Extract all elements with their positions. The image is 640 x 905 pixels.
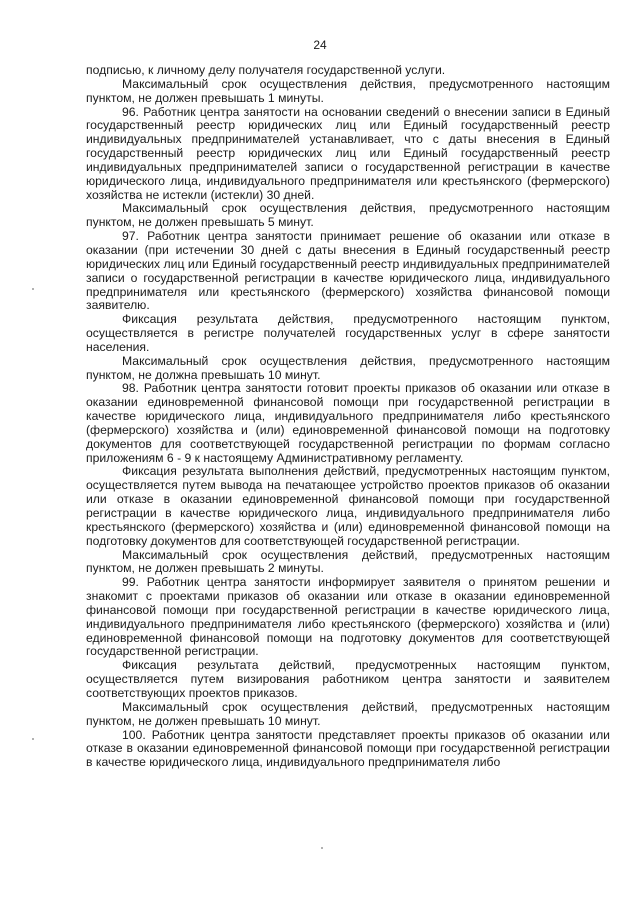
- scan-speck: [32, 738, 34, 740]
- document-body: [86, 64, 610, 770]
- paragraph: Фиксация результата выполнения действий, предусмотренных настоящим пунктом, осуществляется путем вывода на печатающее устройство проектов приказов об оказании или отказе в оказании единовременной финансовой помощи при государственной регистрации в качестве юридического лица, индивидуального предпринимателя либо крестьянского (фермерского) хозяйства и (или) единовременной финансовой помощи на подготовку документов для соответствующей государственной регистрации.: [86, 464, 610, 548]
- paragraph: 99. Работник центра занятости информирует заявителя о принятом решении и знакомит с проектами приказов об оказании или отказе в оказании единовременной финансовой помощи при государственной регистрации в качестве юридического лица, индивидуального предпринимателя либо крестьянского (фермерского) хозяйства и (или) единовременной финансовой помощи на подготовку документов для соответствующей государственной регистрации.: [86, 575, 610, 659]
- paragraph: 98. Работник центра занятости готовит проекты приказов об оказании или отказе в оказании единовременной финансовой помощи при государственной регистрации в качестве юридического лица, индивидуального предпринимателя либо крестьянского (фермерского) хозяйства и (или) единовременной финансовой помощи на подготовку документов для соответствующей государственной регистрации по формам согласно приложениям 6 - 9 к настоящему Административному регламенту.: [86, 381, 610, 465]
- page-number: 24: [313, 38, 327, 52]
- paragraph: Максимальный срок осуществления действия, предусмотренного настоящим пунктом, не должен превышать 5 минут.: [86, 201, 610, 230]
- paragraph: Фиксация результата действия, предусмотренного настоящим пунктом, осуществляется в регистре получателей государственных услуг в сфере занятости населения.: [86, 312, 610, 354]
- paragraph: Фиксация результата действий, предусмотренных настоящим пунктом, осуществляется путем визирования работником центра занятости и заявителем соответствующих проектов приказов.: [86, 658, 610, 700]
- scan-speck: [32, 288, 34, 290]
- paragraph: Максимальный срок осуществления действий, предусмотренных настоящим пунктом, не должен превышать 10 минут.: [86, 699, 610, 728]
- scan-speck: [321, 847, 323, 849]
- paragraph: Максимальный срок осуществления действия, предусмотренного настоящим пунктом, не должна превышать 10 минут.: [86, 353, 610, 382]
- paragraph: подписью, к личному делу получателя государственной услуги.: [86, 63, 446, 77]
- paragraph: 100. Работник центра занятости представляет проекты приказов об оказании или отказе в оказании единовременной финансовой помощи при государственной регистрации в качестве юридического лица, индивидуального предпринимателя либо: [86, 727, 610, 770]
- paragraph: Максимальный срок осуществления действия, предусмотренного настоящим пунктом, не должен превышать 1 минуты.: [86, 76, 610, 105]
- paragraph: 96. Работник центра занятости на основании сведений о внесении записи в Единый государственный реестр юридических лиц или Единый государственный реестр индивидуальных предпринимателей устанавливает, что с даты внесения в Единый государственный реестр юридических лиц или Единый государственный реестр индивидуальных предпринимателей записи о государственной регистрации в качестве юридического лица, индивидуального предпринимателя или крестьянского (фермерского) хозяйства не истекли (истекли) 30 дней.: [86, 104, 610, 202]
- paragraph: 97. Работник центра занятости принимает решение об оказании или отказе в оказании (при истечении 30 дней с даты внесения в Единый государственный реестр юридических лиц или Единый государственный реестр индивидуальных предпринимателей записи о государственной регистрации в качестве юридического лица, индивидуального предпринимателя или крестьянского (фермерского) хозяйства финансовой помощи заявителю.: [86, 229, 610, 313]
- paragraph: Максимальный срок осуществления действий, предусмотренных настоящим пунктом, не должен превышать 2 минуты.: [86, 547, 610, 576]
